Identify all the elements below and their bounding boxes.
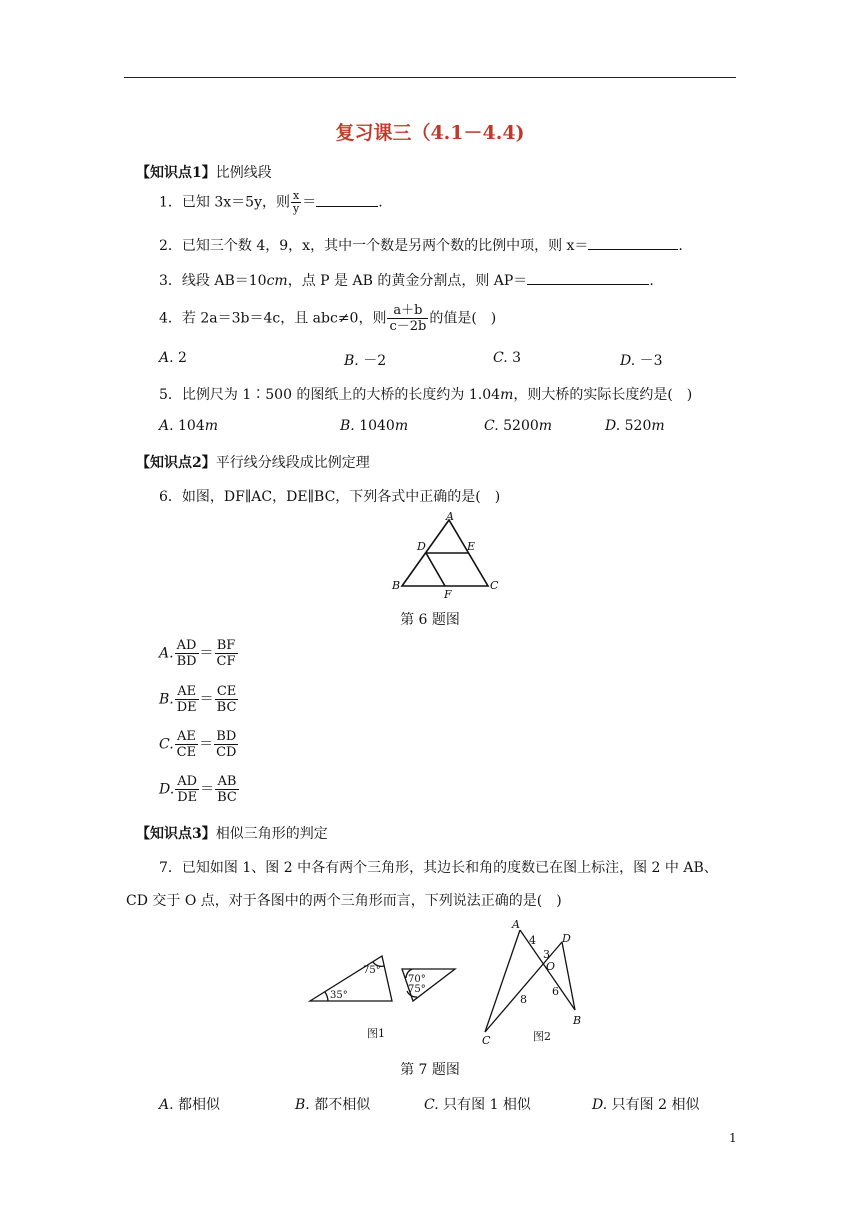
q7-option-b[interactable]: B. 都不相似 (295, 1097, 371, 1113)
answer-blank[interactable] (316, 194, 378, 207)
fig2-label-o: O (546, 960, 556, 973)
fig1-angle-70: 70° (408, 974, 426, 985)
fig2-label-a: A (512, 918, 520, 931)
fig2-segment-ac (485, 930, 520, 1032)
q7-figure-caption: 第 7 题图 (400, 1062, 460, 1078)
question-4: 4．若 2a＝3b＝4c，且 abc≠0，则 $\frac{a+b}{c-2b}$ 的值是( ) (159, 303, 497, 334)
segment-df (426, 553, 445, 586)
fig2-side-8: 8 (520, 993, 527, 1006)
question-7-line-1: 7．已知如图 1、图 2 中各有两个三角形，其边长和角的度数已在图上标注，图 2 中 AB、 (159, 860, 718, 876)
fig2-label-b: B (573, 1014, 582, 1027)
fig2-label-c: C (482, 1034, 491, 1047)
label-a: A (446, 510, 454, 523)
q6-option-a[interactable]: A. $\frac{AD}{BD}$ ＝ $\frac{BF}{CF}$ (159, 638, 236, 669)
fig2-side-3: 3 (543, 948, 550, 961)
q7-figure-2 (470, 914, 600, 1050)
page-title: 复习课三（4.1－4.4) (335, 122, 525, 144)
q5-option-a[interactable]: A. 104m (159, 418, 219, 434)
section-heading-1: 【知识点1】比例线段 (136, 165, 272, 181)
fig1-angle-75b: 75° (408, 984, 426, 995)
q4-option-b[interactable]: B. －2 (344, 353, 387, 369)
question-7-line-2: CD 交于 O 点，对于各图中的两个三角形而言，下列说法正确的是( ) (126, 893, 562, 909)
section-heading-3: 【知识点3】相似三角形的判定 (136, 826, 328, 842)
fig1-label: 图1 (367, 1027, 385, 1040)
question-3: 3．线段 AB＝10cm，点 P 是 AB 的黄金分割点，则 AP＝ . (159, 273, 654, 289)
q7-option-a[interactable]: A. 都相似 (159, 1097, 221, 1113)
q6-option-c[interactable]: C. $\frac{AE}{CE}$ ＝ $\frac{BD}{CD}$ (159, 729, 237, 760)
q4-option-d[interactable]: D. －3 (620, 353, 663, 369)
question-6: 6．如图，DF∥AC，DE∥BC，下列各式中正确的是( ) (159, 489, 501, 505)
fig1-triangle-left (310, 956, 392, 1001)
fig2-side-6: 6 (552, 985, 559, 998)
q5-option-d[interactable]: D. 520m (605, 418, 665, 434)
header-rule (124, 77, 736, 78)
question-5: 5．比例尺为 1∶500 的图纸上的大桥的长度约为 1.04m，则大桥的实际长度约是( ) (159, 387, 693, 403)
answer-blank[interactable] (527, 272, 649, 285)
q6-option-d[interactable]: D. $\frac{AD}{DE}$ ＝ $\frac{AB}{BC}$ (159, 774, 237, 805)
page-number: 1 (729, 1131, 737, 1145)
q7-option-d[interactable]: D. 只有图 2 相似 (592, 1097, 700, 1113)
fig1-angle-75: 75° (363, 965, 381, 976)
fig2-segment-dc (485, 942, 562, 1032)
q6-option-b[interactable]: B. $\frac{AE}{DE}$ ＝ $\frac{CE}{BC}$ (159, 684, 237, 715)
label-d: D (417, 540, 426, 553)
label-c: C (490, 579, 499, 592)
question-1: 1．已知 3x＝5y，则 $\frac{x}{y}$ ＝ . (159, 189, 383, 215)
fig2-label-d: D (562, 932, 571, 945)
fig2-label: 图2 (533, 1030, 551, 1043)
section-heading-2: 【知识点2】平行线分线段成比例定理 (136, 455, 370, 471)
q5-option-c[interactable]: C. 5200m (484, 418, 553, 434)
q4-option-a[interactable]: A. 2 (159, 350, 187, 366)
q4-option-c[interactable]: C. 3 (493, 350, 522, 366)
fig1-angle-35: 35° (330, 990, 348, 1001)
q6-figure-caption: 第 6 题图 (400, 612, 460, 628)
answer-blank[interactable] (588, 237, 678, 250)
q7-option-c[interactable]: C. 只有图 1 相似 (424, 1097, 531, 1113)
label-b: B (392, 579, 401, 592)
label-e: E (467, 540, 476, 553)
q6-triangle-figure (388, 508, 508, 600)
question-2: 2．已知三个数 4，9，x，其中一个数是另两个数的比例中项，则 x＝ . (159, 238, 683, 254)
fig2-side-4: 4 (529, 934, 536, 947)
label-f: F (444, 588, 452, 600)
q7-figure-1 (300, 944, 465, 1044)
q5-option-b[interactable]: B. 1040m (340, 418, 409, 434)
